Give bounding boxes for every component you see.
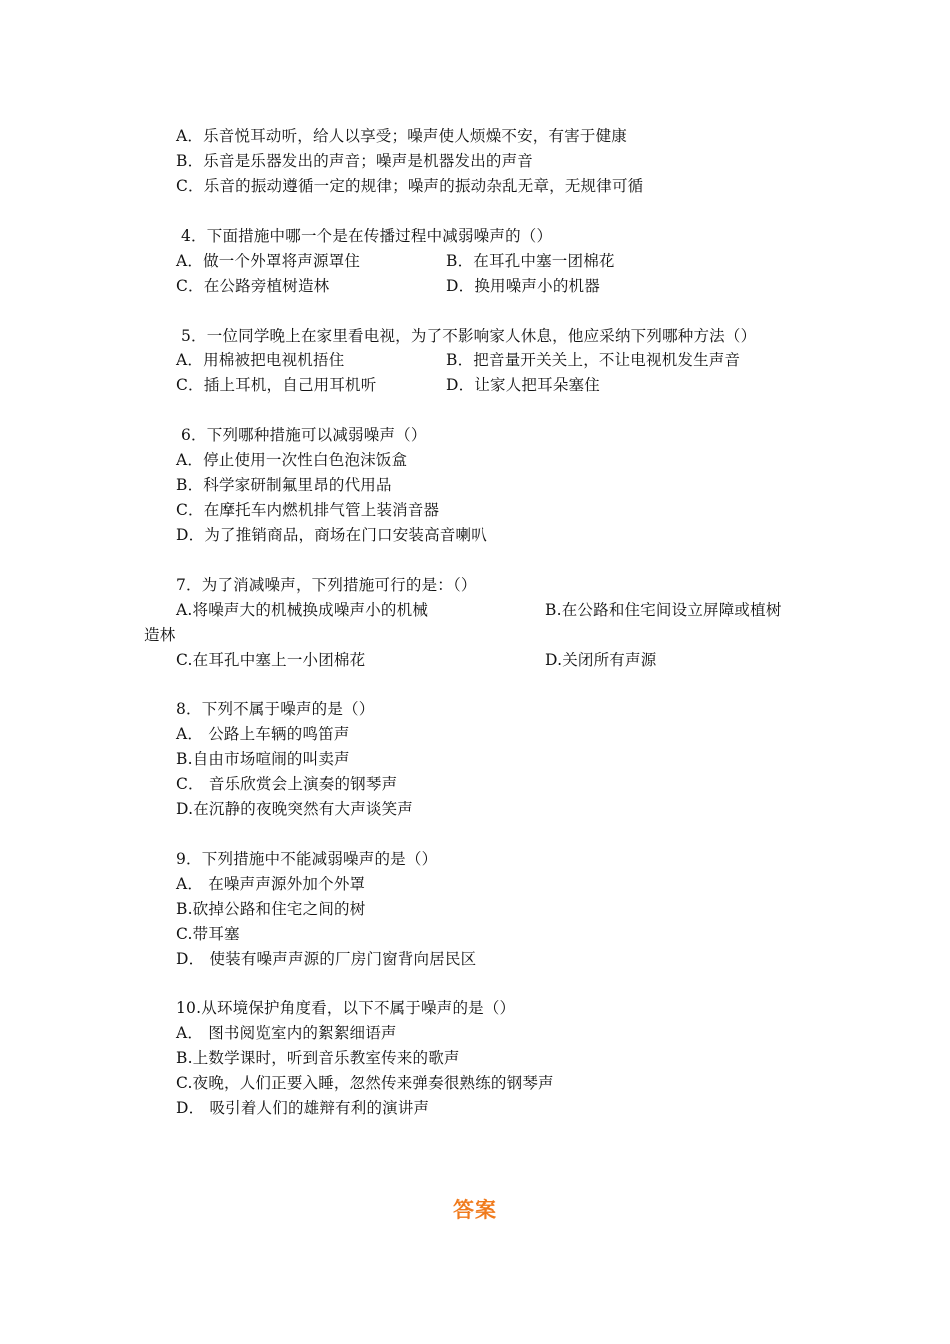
q7-option-b-continued: 造林: [144, 626, 176, 644]
q8-stem: 8．下列不属于噪声的是（）: [176, 700, 375, 718]
q5-option-b: B．把音量开关关上，不让电视机发生声音: [446, 351, 741, 369]
q9-option-c: C.带耳塞: [176, 925, 240, 943]
q10-option-d: D． 吸引着人们的雄辩有利的演讲声: [176, 1099, 430, 1117]
q7-option-b: B.在公路和住宅间设立屏障或植树: [545, 601, 782, 619]
answer-heading: 答案: [453, 1198, 497, 1222]
q4-option-b: B．在耳孔中塞一团棉花: [446, 252, 615, 270]
q3-option-a: A．乐音悦耳动听，给人以享受；噪声使人烦燥不安，有害于健康: [176, 127, 627, 145]
q4-option-a: A．做一个外罩将声源罩住: [176, 252, 361, 270]
q5-option-a: A．用棉被把电视机捂住: [176, 351, 345, 369]
q6-stem: 6．下列哪种措施可以减弱噪声（）: [181, 426, 427, 444]
q8-option-d: D.在沉静的夜晚突然有大声谈笑声: [176, 800, 414, 818]
q9-option-d: D． 使装有噪声声源的厂房门窗背向居民区: [176, 950, 477, 968]
q5-option-c: C．插上耳机，自己用耳机听: [176, 376, 377, 394]
q10-option-a: A． 图书阅览室内的絮絮细语声: [176, 1024, 397, 1042]
q6-option-d: D．为了推销商品，商场在门口安装高音喇叭: [176, 526, 487, 544]
q10-option-c: C.夜晚，人们正要入睡，忽然传来弹奏很熟练的钢琴声: [176, 1074, 554, 1092]
q9-stem: 9．下列措施中不能减弱噪声的是（）: [176, 850, 438, 868]
q9-option-a: A． 在噪声声源外加个外罩: [176, 875, 366, 893]
q10-stem: 10.从环境保护角度看，以下不属于噪声的是（）: [176, 999, 516, 1017]
q8-option-b: B.自由市场喧闹的叫卖声: [176, 750, 350, 768]
q3-option-b: B．乐音是乐器发出的声音；噪声是机器发出的声音: [176, 152, 533, 170]
q4-option-d: D．换用噪声小的机器: [446, 277, 600, 295]
q4-option-c: C．在公路旁植树造林: [176, 277, 330, 295]
q10-option-b: B.上数学课时，听到音乐教室传来的歌声: [176, 1049, 460, 1067]
q4-stem: 4．下面措施中哪一个是在传播过程中减弱噪声的（）: [181, 227, 553, 245]
q8-option-c: C． 音乐欣赏会上演奏的钢琴声: [176, 775, 398, 793]
q7-option-c: C.在耳孔中塞上一小团棉花: [176, 651, 366, 669]
q7-option-a: A.将噪声大的机械换成噪声小的机械: [176, 601, 429, 619]
q5-stem: 5．一位同学晚上在家里看电视，为了不影响家人休息，他应采纳下列哪种方法（）: [181, 327, 757, 345]
q6-option-b: B．科学家研制氟里昂的代用品: [176, 476, 392, 494]
q6-option-c: C．在摩托车内燃机排气管上装消音器: [176, 501, 440, 519]
q3-option-c: C．乐音的振动遵循一定的规律；噪声的振动杂乱无章，无规律可循: [176, 177, 644, 195]
q9-option-b: B.砍掉公路和住宅之间的树: [176, 900, 366, 918]
q7-stem: 7．为了消减噪声，下列措施可行的是：（）: [176, 576, 477, 594]
q8-option-a: A． 公路上车辆的鸣笛声: [176, 725, 350, 743]
q7-option-d: D.关闭所有声源: [545, 651, 657, 669]
q6-option-a: A．停止使用一次性白色泡沫饭盒: [176, 451, 408, 469]
q5-option-d: D．让家人把耳朵塞住: [446, 376, 600, 394]
